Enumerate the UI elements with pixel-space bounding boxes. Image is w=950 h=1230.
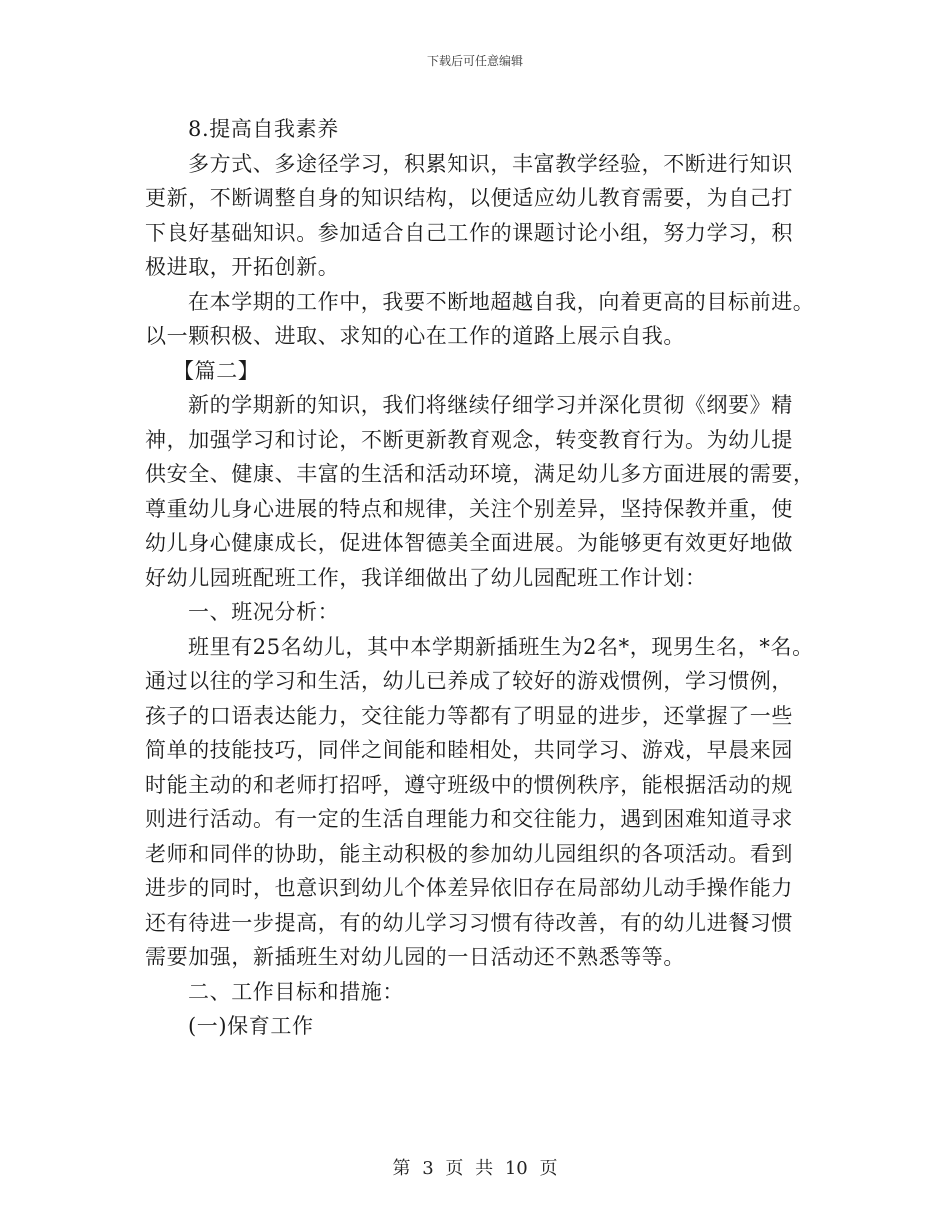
text-line: 通过以往的学习和生活，幼儿已养成了较好的游戏惯例，学习惯例， [145, 669, 793, 693]
text-line: 时能主动的和老师打招呼，遵守班级中的惯例秩序，能根据活动的规 [145, 772, 793, 797]
text-line: 还有待进一步提高，有的幼儿学习习惯有待改善，有的幼儿进餐习惯 [145, 910, 793, 935]
text-line: 8.提高自我素养 [188, 117, 339, 141]
text-line: 尊重幼儿身心进展的特点和规律，关注个别差异，坚持保教并重，使 [145, 496, 793, 521]
text-line: 一、班况分析： [188, 600, 340, 624]
text-line: 在本学期的工作中，我要不断地超越自我，向着更高的目标前进。 [188, 289, 815, 314]
text-line: 神，加强学习和讨论，不断更新教育观念，转变教育行为。为幼儿提 [145, 427, 793, 452]
text-line: 进步的同时，也意识到幼儿个体差异依旧存在局部幼儿动手操作能力 [145, 876, 793, 900]
page-header: 下载后可任意编辑 [426, 54, 523, 68]
text-line: 极进取，开拓创新。 [145, 255, 340, 279]
text-line: 供安全、健康、丰富的生活和活动环境，满足幼儿多方面进展的需要， [145, 462, 815, 486]
text-line: 多方式、多途径学习，积累知识，丰富教学经验，不断进行知识 [188, 151, 793, 176]
document-body [145, 112, 825, 1044]
text-line: 更新，不断调整自身的知识结构，以便适应幼儿教育需要，为自己打 [145, 186, 793, 210]
text-line: 【篇二】 [173, 358, 260, 383]
text-line: 需要加强，新插班生对幼儿园的一日活动还不熟悉等等。 [145, 945, 685, 969]
text-line: 幼儿身心健康成长，促进体智德美全面进展。为能够更有效更好地做 [145, 531, 793, 555]
text-line: 新的学期新的知识，我们将继续仔细学习并深化贯彻《纲要》精 [188, 393, 793, 417]
text-line: 则进行活动。有一定的生活自理能力和交往能力，遇到困难知道寻求 [145, 807, 793, 831]
text-line: 下良好基础知识。参加适合自己工作的课题讨论小组，努力学习，积 [145, 220, 793, 245]
text-line: (一)保育工作 [188, 1014, 314, 1038]
text-line: 好幼儿园班配班工作，我详细做出了幼儿园配班工作计划： [145, 565, 707, 590]
text-line: 以一颗积极、进取、求知的心在工作的道路上展示自我。 [145, 324, 685, 348]
text-line: 简单的技能技巧，同伴之间能和睦相处，共同学习、游戏，早晨来园 [145, 738, 793, 762]
text-line: 老师和同伴的协助，能主动积极的参加幼儿园组织的各项活动。看到 [145, 841, 793, 866]
text-line: 二、工作目标和措施： [188, 979, 404, 1004]
text-line: 班里有25名幼儿，其中本学期新插班生为2名*，现男生名，*名。 [188, 634, 814, 659]
page-footer: 第 3 页 共 10 页 [392, 1158, 558, 1179]
text-line: 孩子的口语表达能力，交往能力等都有了明显的进步，还掌握了一些 [145, 703, 793, 728]
